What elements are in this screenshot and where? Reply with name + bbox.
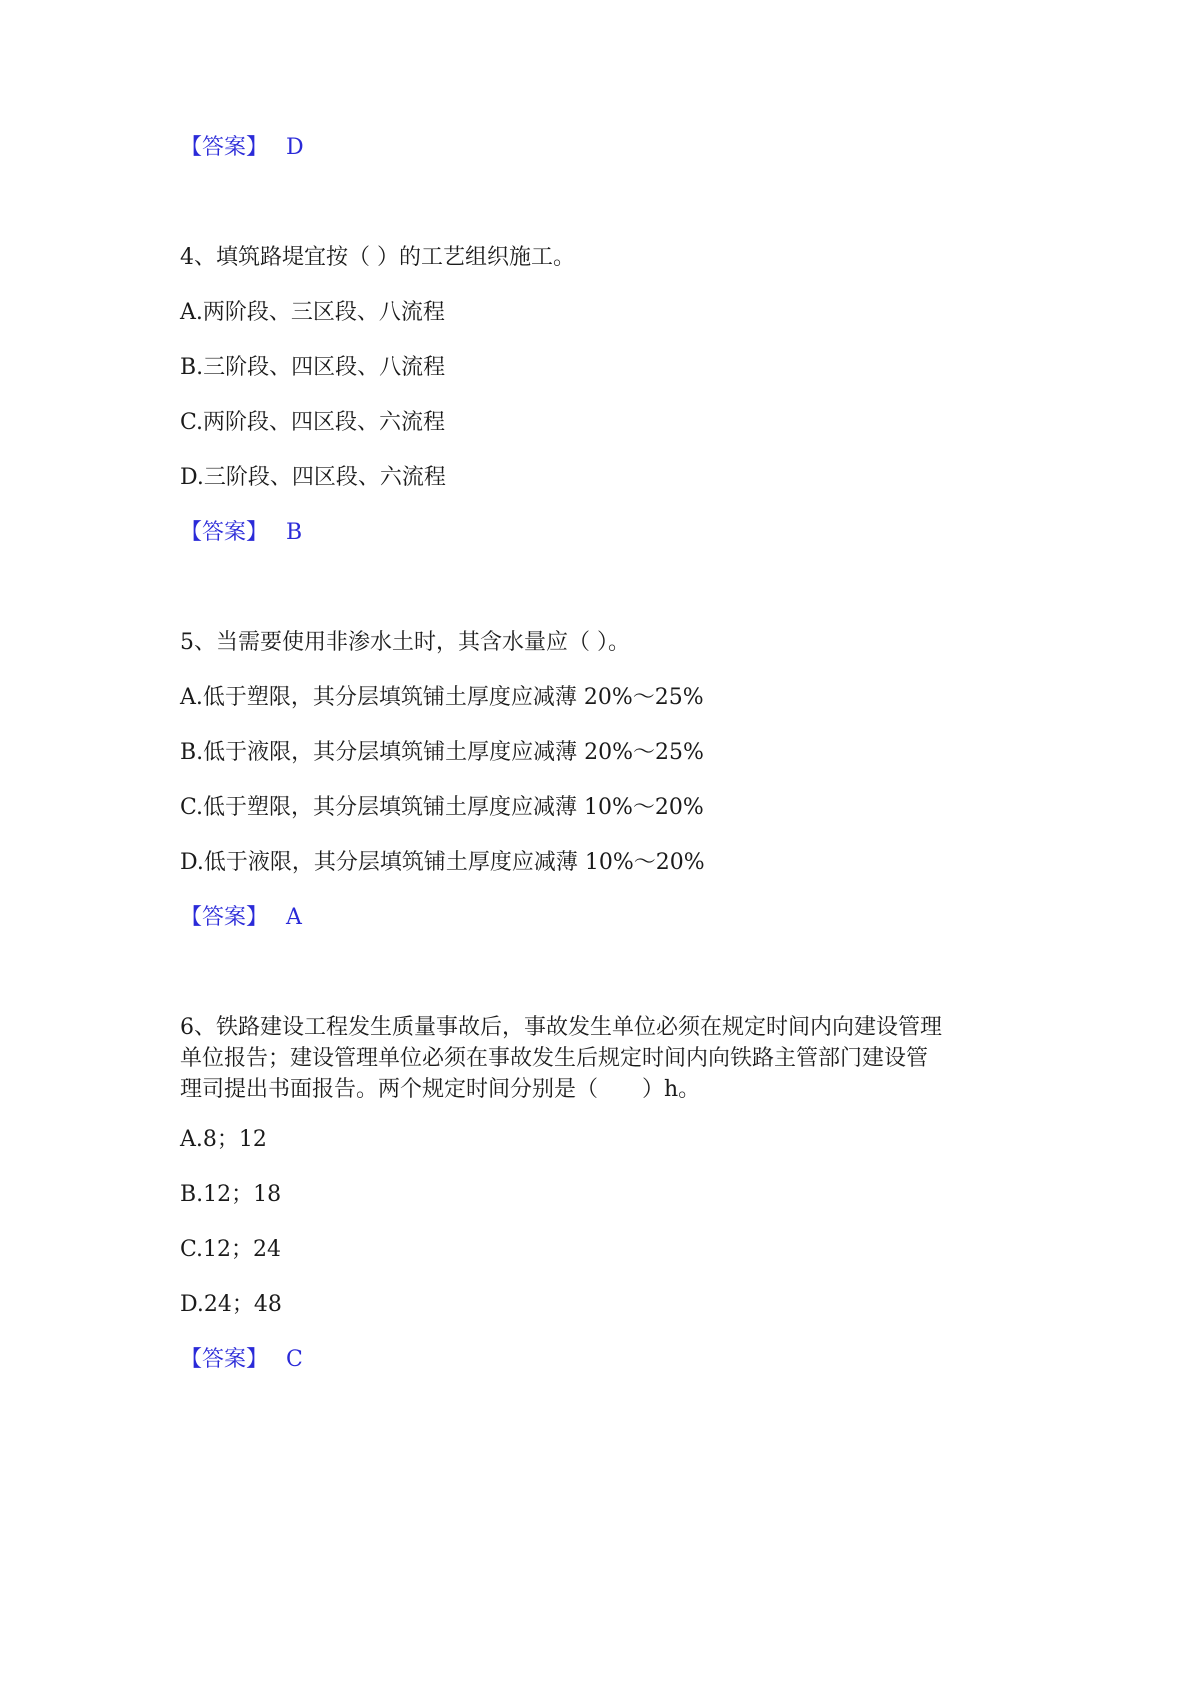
- question-4-option-d: D.三阶段、四区段、六流程: [180, 465, 446, 490]
- answer-label: 【答案】: [180, 905, 269, 930]
- question-6-option-c: C.12；24: [180, 1237, 282, 1262]
- answer-value: C: [286, 1347, 303, 1372]
- answer-line: [180, 518, 302, 548]
- question-4-option-b: B.三阶段、四区段、八流程: [180, 355, 446, 380]
- question-6-option-a: A.8；12: [180, 1127, 267, 1152]
- answer-line: [180, 133, 304, 163]
- answer-label: 【答案】: [180, 135, 269, 160]
- question-5-option-d: D.低于液限，其分层填筑铺土厚度应减薄 10%～20%: [180, 850, 705, 875]
- answer-label: 【答案】: [180, 520, 269, 545]
- question-4-option-a: A.两阶段、三区段、八流程: [180, 300, 445, 325]
- question-5-option-b: B.低于液限，其分层填筑铺土厚度应减薄 20%～25%: [180, 740, 704, 765]
- answer-line: [180, 1345, 303, 1375]
- question-6-text-line-1: 6、铁路建设工程发生质量事故后，事故发生单位必须在规定时间内向建设管理: [180, 1015, 942, 1040]
- question-4-option-c: C.两阶段、四区段、六流程: [180, 410, 446, 435]
- answer-value: B: [286, 520, 303, 545]
- question-5-option-a: A.低于塑限，其分层填筑铺土厚度应减薄 20%～25%: [180, 685, 704, 710]
- question-6-text-line-2: 单位报告；建设管理单位必须在事故发生后规定时间内向铁路主管部门建设管: [180, 1046, 929, 1071]
- question-6-option-d: D.24；48: [180, 1292, 282, 1317]
- question-6-option-b: B.12；18: [180, 1182, 282, 1207]
- answer-line: [180, 903, 302, 933]
- question-5-option-c: C.低于塑限，其分层填筑铺土厚度应减薄 10%～20%: [180, 795, 704, 820]
- question-6-text-line-3: 理司提出书面报告。两个规定时间分别是（ ）h。: [180, 1077, 701, 1102]
- answer-label: 【答案】: [180, 1347, 269, 1372]
- question-5-text: 5、当需要使用非渗水土时，其含水量应（ ）。: [180, 630, 630, 655]
- answer-value: A: [286, 905, 302, 930]
- answer-value: D: [286, 135, 304, 160]
- question-4-text: 4、填筑路堤宜按（ ）的工艺组织施工。: [180, 245, 575, 270]
